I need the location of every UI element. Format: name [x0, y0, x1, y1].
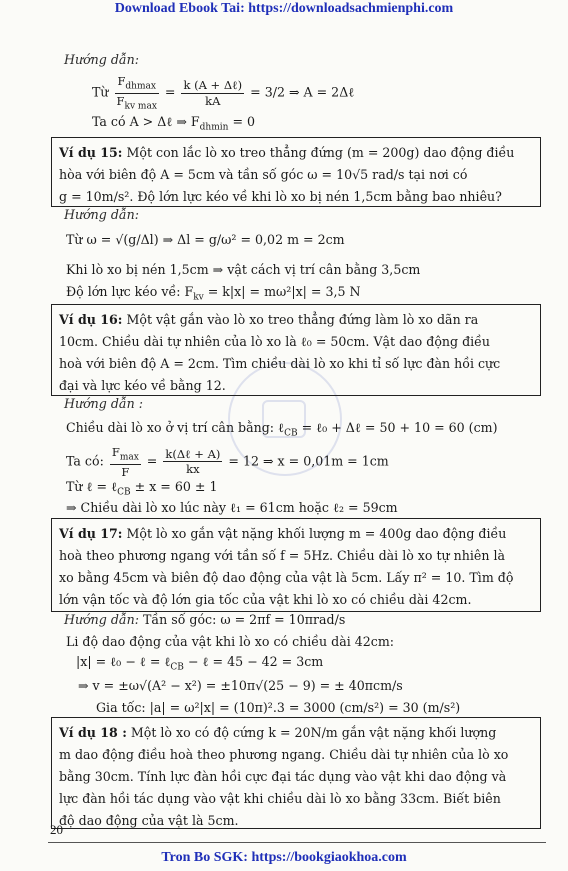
top-watermark-link[interactable]: Download Ebook Tai: https://downloadsachmienphi.com: [114, 1, 454, 16]
example-17-box: [51, 518, 541, 612]
formula-line: Ta có A > Δℓ ⇒ $F_{dhmin} = 0$: [92, 114, 256, 133]
example-18-line5: độ dao động của vật là 5cm.: [59, 813, 239, 828]
formula-line: ⇒ v = ±ω√(A² − x²) = ±10π√(25 − 9) = ± 40πcm/s: [78, 678, 403, 693]
formula-line: Chiều dài lò xo ở vị trí cân bằng: ℓ$_{CB}$ = ℓ₀ + Δℓ = 50 + 10 = 60 (cm): [66, 420, 498, 439]
formula-line: Gia tốc: |a| = ω²|x| = (10π)².3 = 3000 (cm/s²) = 30 (m/s²): [96, 700, 461, 715]
formula-ratio: Ta có: $\frac{F_{max}}{F}$ = $\frac{\text{k(Δℓ + A)}}{kx}$ = 12 ⇒ x = 0,01m = 1cm: [66, 445, 389, 479]
fraction: $\frac{F_{dhmax}}{F_{kv max}}$: [116, 74, 157, 111]
example-16-box: [51, 304, 541, 396]
text-line: Khi lò xo bị nén 1,5cm ⇒ vật cách vị trí cân bằng 3,5cm: [66, 262, 421, 277]
example-18-line4: lực đàn hồi tác dụng vào vật khi chiều dài lò xo bằng 33cm. Biết biên: [59, 791, 501, 806]
fraction: $\frac{\text{k (A + Δℓ)}}{kA}$: [183, 78, 243, 108]
formula-line: Độ lớn lực kéo về: $F_{kv} = k|x| = m\omega^2|x| = 3,5$ N: [66, 284, 361, 303]
page-number: 20: [50, 822, 63, 837]
formula-line: |x| = ℓ₀ − ℓ = ℓ$_{CB}$ − ℓ = 45 − 42 = 3cm: [76, 654, 324, 673]
example-16-line3: hoà với biên độ A = 2cm. Tìm chiều dài lò xo khi tỉ số lực đàn hồi cực: [59, 356, 501, 371]
formula-ratio: Từ $\frac{F_{dhmax}}{F_{kv max}}$ = $\frac{\text{k (A + Δℓ)}}{kA}$ = 3/2 ⇒ A = 2Δℓ: [92, 74, 355, 111]
example-17-line3: xo bằng 45cm và biên độ dao động của vật là 5cm. Lấy π² = 10. Tìm độ: [59, 570, 514, 585]
example-18-line1: Ví dụ 18 : Một lò xo có độ cứng k = 20N/m gắn vật nặng khối lượng: [59, 725, 497, 740]
formula-result: = 3/2 ⇒ A = 2Δℓ: [250, 84, 355, 100]
bottom-watermark-link[interactable]: Tron Bo SGK: https://bookgiaokhoa.com: [161, 850, 407, 865]
text-line: ⇒ Chiều dài lò xo lúc này ℓ₁ = 61cm hoặc ℓ₂ = 59cm: [66, 500, 398, 515]
example-16-line2: 10cm. Chiều dài tự nhiên của lò xo là ℓ₀ = 50cm. Vật dao động điều: [59, 334, 491, 349]
text-tu: Từ: [92, 84, 109, 100]
example-17-line1: Ví dụ 17: Một lò xo gắn vật nặng khối lượng m = 400g dao động điều: [59, 526, 507, 541]
example-15-line1: Ví dụ 15: Một con lắc lò xo treo thẳng đứng (m = 200g) dao động điều: [59, 145, 515, 160]
example-16-line1: Ví dụ 16: Một vật gắn vào lò xo treo thẳng đứng làm lò xo dãn ra: [59, 312, 479, 327]
example-15-line2: hòa với biên độ A = 5cm và tần số góc ω = 10√5 rad/s tại nơi có: [59, 167, 468, 182]
example-18-line3: bằng 30cm. Tính lực đàn hồi cực đại tác dụng vào vật khi dao động và: [59, 769, 507, 784]
guide-label: Hướng dẫn:: [64, 52, 139, 67]
guide-label: Hướng dẫn:: [64, 207, 139, 222]
example-18-box: [51, 717, 541, 829]
guide-line: Hướng dẫn: Tần số góc: ω = 2πf = 10πrad/s: [64, 612, 346, 627]
guide-label: Hướng dẫn :: [64, 396, 143, 411]
text-line: Li độ dao động của vật khi lò xo có chiều dài 42cm:: [66, 634, 395, 649]
example-18-line2: m dao động điều hoà theo phương ngang. Chiều dài tự nhiên của lò xo: [59, 747, 509, 762]
example-15-box: [51, 137, 541, 207]
formula-line: Từ ℓ = ℓ$_{CB}$ ± x = 60 ± 1: [66, 479, 218, 498]
example-16-line4: đại và lực kéo về bằng 12.: [59, 378, 226, 393]
example-17-line4: lớn vận tốc và độ lớn gia tốc của vật khi lò xo có chiều dài 42cm.: [59, 592, 472, 607]
footer-divider: [48, 842, 546, 843]
formula-line: Từ ω = √(g/Δl) ⇒ Δl = g/ω² = 0,02 m = 2cm: [66, 232, 345, 247]
example-17-line2: hoà theo phương ngang với tần số f = 5Hz. Chiều dài lò xo tự nhiên là: [59, 548, 506, 563]
example-15-line3: g = 10m/s². Độ lớn lực kéo về khi lò xo bị nén 1,5cm bằng bao nhiêu?: [59, 189, 502, 204]
